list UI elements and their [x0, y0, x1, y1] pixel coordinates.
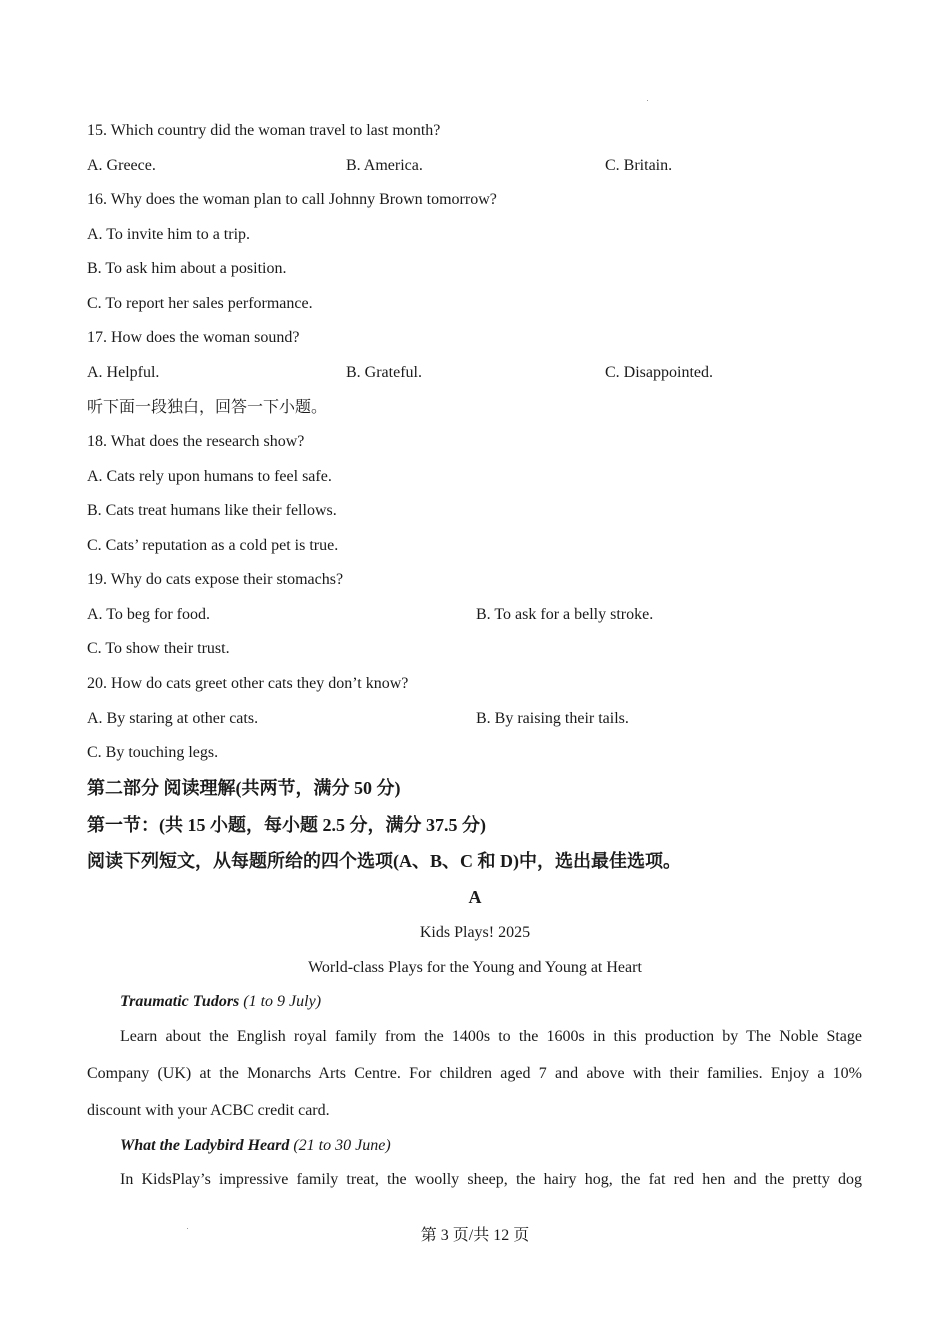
option-19b: B. To ask for a belly stroke.: [476, 606, 654, 623]
option-15b: B. America.: [346, 157, 423, 174]
question-18: 18. What does the research show?: [87, 433, 305, 450]
play1-line-1: Learn about the English royal family from the 1400s to the 1600s in this production by The Noble Stage: [120, 1028, 862, 1045]
part-heading: 第二部分 阅读理解(共两节，满分 50 分): [87, 778, 401, 798]
option-17b: B. Grateful.: [346, 364, 422, 381]
option-19a: A. To beg for food.: [87, 606, 211, 623]
play2-heading: [120, 1136, 391, 1156]
option-15a: A. Greece.: [87, 157, 156, 174]
monologue-instruction: 听下面一段独白，回答一下小题。: [87, 399, 328, 416]
play1-heading: [120, 992, 321, 1012]
passage-letter: A: [468, 887, 482, 907]
play1-line-2: Company (UK) at the Monarchs Arts Centre. For children aged 7 and above with their families. Enjoy a 10%: [87, 1065, 862, 1082]
play2-line-1: In KidsPlay’s impressive family treat, the woolly sheep, the hairy hog, the fat red hen and the pretty dog: [120, 1171, 862, 1188]
question-19: 19. Why do cats expose their stomachs?: [87, 571, 344, 588]
option-18a: A. Cats rely upon humans to feel safe.: [87, 468, 332, 485]
reading-instruction: 阅读下列短文，从每题所给的四个选项(A、B、C 和 D)中，选出最佳选项。: [87, 851, 681, 871]
option-18c: C. Cats’ reputation as a cold pet is true.: [87, 537, 339, 554]
option-15c: C. Britain.: [605, 157, 673, 174]
page-number: 第 3 页/共 12 页: [420, 1227, 530, 1244]
scan-dot: [647, 100, 648, 101]
option-17c: C. Disappointed.: [605, 364, 713, 381]
question-15: 15. Which country did the woman travel to last month?: [87, 122, 441, 139]
play1-dates: (1 to 9 July): [239, 993, 322, 1010]
option-18b: B. Cats treat humans like their fellows.: [87, 502, 337, 519]
option-20b: B. By raising their tails.: [476, 710, 629, 727]
play1-title: Traumatic Tudors: [120, 993, 240, 1010]
play2-title: What the Ladybird Heard: [120, 1137, 290, 1154]
passage-subtitle: World-class Plays for the Young and Young at Heart: [308, 959, 642, 976]
question-16: 16. Why does the woman plan to call Johnny Brown tomorrow?: [87, 191, 497, 208]
option-16b: B. To ask him about a position.: [87, 260, 287, 277]
option-19c: C. To show their trust.: [87, 640, 230, 657]
option-20a: A. By staring at other cats.: [87, 710, 259, 727]
play1-line-3: discount with your ACBC credit card.: [87, 1102, 330, 1119]
passage-title: Kids Plays! 2025: [419, 924, 531, 941]
question-17: 17. How does the woman sound?: [87, 329, 300, 346]
option-17a: A. Helpful.: [87, 364, 160, 381]
option-20c: C. By touching legs.: [87, 744, 219, 761]
option-16c: C. To report her sales performance.: [87, 295, 313, 312]
section-heading: 第一节：(共 15 小题，每小题 2.5 分，满分 37.5 分): [87, 815, 486, 835]
option-16a: A. To invite him to a trip.: [87, 226, 251, 243]
play2-dates: (21 to 30 June): [289, 1137, 391, 1154]
question-20: 20. How do cats greet other cats they don’t know?: [87, 675, 409, 692]
